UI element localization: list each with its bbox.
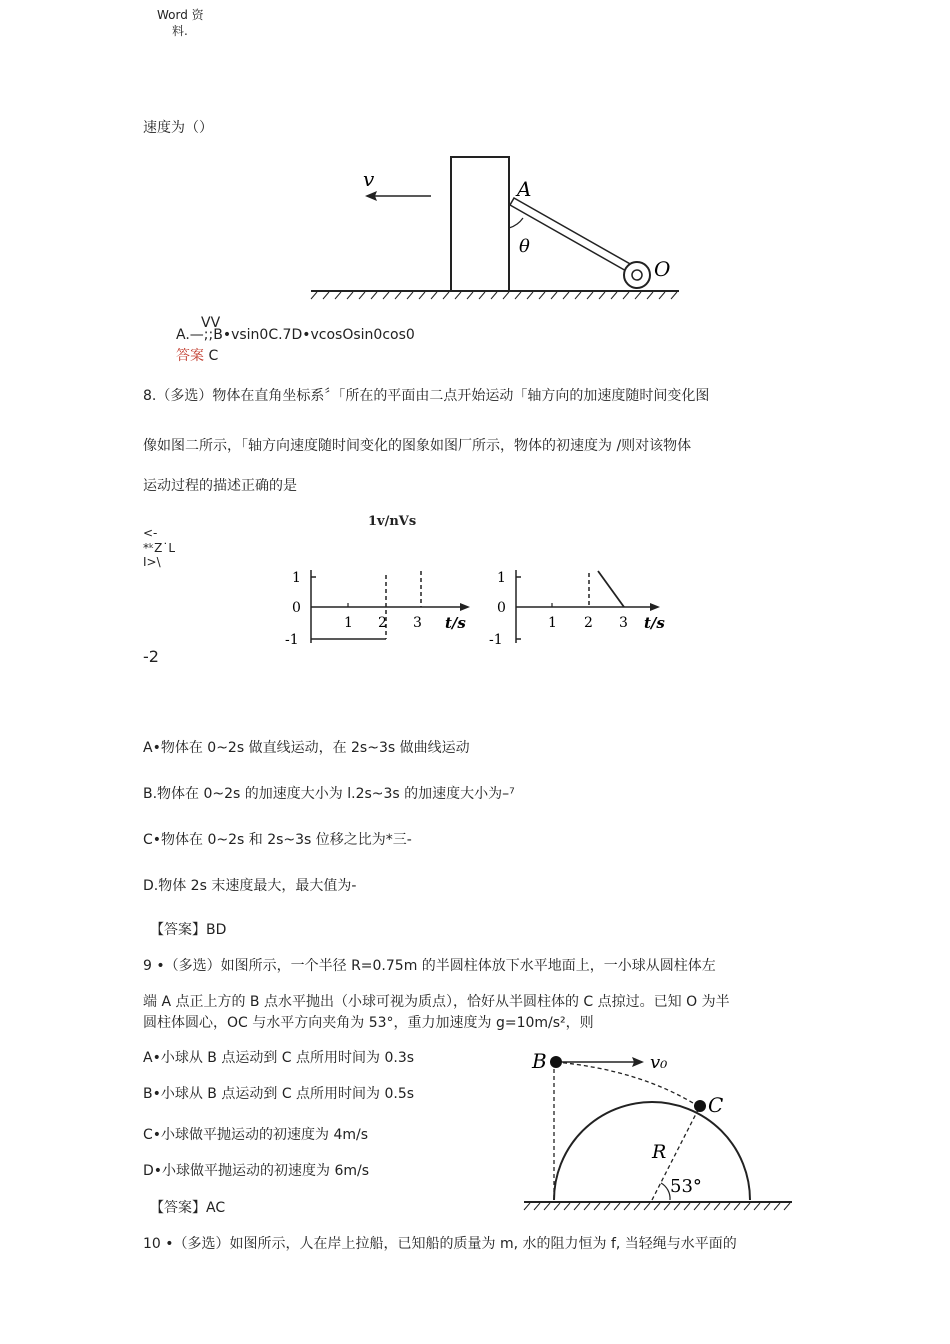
velocity-segment xyxy=(598,571,624,607)
q8-graph-left xyxy=(280,565,480,650)
a-label: A xyxy=(517,177,532,201)
q9-option-d: D•小球做平抛运动的初速度为 6m/s xyxy=(143,1163,370,1179)
angle-label: 53° xyxy=(670,1176,702,1197)
o-label: O xyxy=(654,257,671,281)
q7-options: A.—;;B•vsin0C.7D•vcosOsin0cos0 xyxy=(176,327,415,343)
y-tick: 1 xyxy=(292,570,301,586)
x-tick: 2 xyxy=(584,615,593,631)
q8-line1: 8.（多选）物体在直角坐标系〞「所在的平面由二点开始运动「轴方向的加速度随时间变化图 xyxy=(143,388,710,404)
q8-option-a: A•物体在 0~2s 做直线运动，在 2s~3s 做曲线运动 xyxy=(143,740,470,756)
q7-stem-tail: 速度为（） xyxy=(143,120,213,136)
y-tick: 0 xyxy=(292,600,301,616)
q8-noise2: *ᵏZ˙L xyxy=(143,541,176,555)
axis-label: t/s xyxy=(644,614,665,632)
q7-answer xyxy=(176,346,218,366)
c-label: C xyxy=(708,1093,724,1117)
b-label: B xyxy=(532,1049,547,1073)
q9-answer: 【答案】AC xyxy=(150,1200,226,1216)
y-tick: 0 xyxy=(497,600,506,616)
q8-graph-title: 1v/nVs xyxy=(368,514,417,529)
q9-line3: 圆柱体圆心，OC 与水平方向夹角为 53°，重力加速度为 g=10m/s²，则 xyxy=(143,1015,594,1031)
q7-vv: VV xyxy=(201,315,221,331)
q8-answer: 【答案】BD xyxy=(150,922,227,938)
q8-line2: 像如图二所示，「轴方向速度随时间变化的图象如图厂所示，物体的初速度为 /则对该物体 xyxy=(143,438,692,454)
x-tick: 1 xyxy=(548,615,557,631)
q7-answer-label: 答案 xyxy=(176,348,204,364)
theta-label: θ xyxy=(519,236,530,257)
q9-figure xyxy=(520,1042,800,1214)
q9-option-a: A•小球从 B 点运动到 C 点所用时间为 0.3s xyxy=(143,1050,415,1066)
v-label: v xyxy=(363,167,375,191)
wheel xyxy=(624,262,650,288)
v0-label: v₀ xyxy=(650,1052,668,1073)
q9-option-b: B•小球从 B 点运动到 C 点所用时间为 0.5s xyxy=(143,1086,415,1102)
q7-answer-value: C xyxy=(208,348,219,364)
axis-label: t/s xyxy=(445,614,466,632)
block xyxy=(451,157,509,291)
x-tick: 2 xyxy=(378,615,387,631)
q8-line3: 运动过程的描述正确的是 xyxy=(143,478,297,494)
q9-option-c: C•小球做平抛运动的初速度为 4m/s xyxy=(143,1127,369,1143)
q9-line1: 9 •（多选）如图所示，一个半径 R=0.75m 的半圆柱体放下水平地面上，一小球从圆柱体左 xyxy=(143,958,716,974)
q8-option-c: C•物体在 0~2s 和 2s~3s 位移之比为*三- xyxy=(143,832,412,848)
q10-line1: 10 •（多选）如图所示，人在岸上拉船，已知船的质量为 m, 水的阻力恒为 f, 当轻绳与水平面的 xyxy=(143,1236,737,1252)
x-tick: 3 xyxy=(619,615,628,631)
header-material: 料. xyxy=(172,24,188,38)
x-tick: 3 xyxy=(413,615,422,631)
trajectory xyxy=(556,1062,698,1106)
q9-line2: 端 A 点正上方的 B 点水平抛出（小球可视为质点），恰好从半圆柱体的 C 点掠过。已知 O 为半 xyxy=(143,994,730,1010)
q8-option-b: B.物体在 0~2s 的加速度大小为 l.2s~3s 的加速度大小为–⁷ xyxy=(143,786,515,802)
q8-option-d: D.物体 2s 末速度最大，最大值为- xyxy=(143,878,357,894)
q7-figure xyxy=(305,150,685,300)
y-tick: 1 xyxy=(497,570,506,586)
y-tick: -1 xyxy=(489,632,503,648)
q8-noise1: <- xyxy=(143,526,158,540)
ball-b xyxy=(550,1056,562,1068)
q8-neg2: -2 xyxy=(143,647,159,666)
q8-noise3: I>\ xyxy=(143,555,161,569)
ball-c xyxy=(694,1100,706,1112)
r-label: R xyxy=(652,1141,667,1163)
header-word: Word 资 xyxy=(157,8,204,22)
x-tick: 1 xyxy=(344,615,353,631)
q8-graph-right xyxy=(484,565,674,650)
y-tick: -1 xyxy=(285,632,299,648)
